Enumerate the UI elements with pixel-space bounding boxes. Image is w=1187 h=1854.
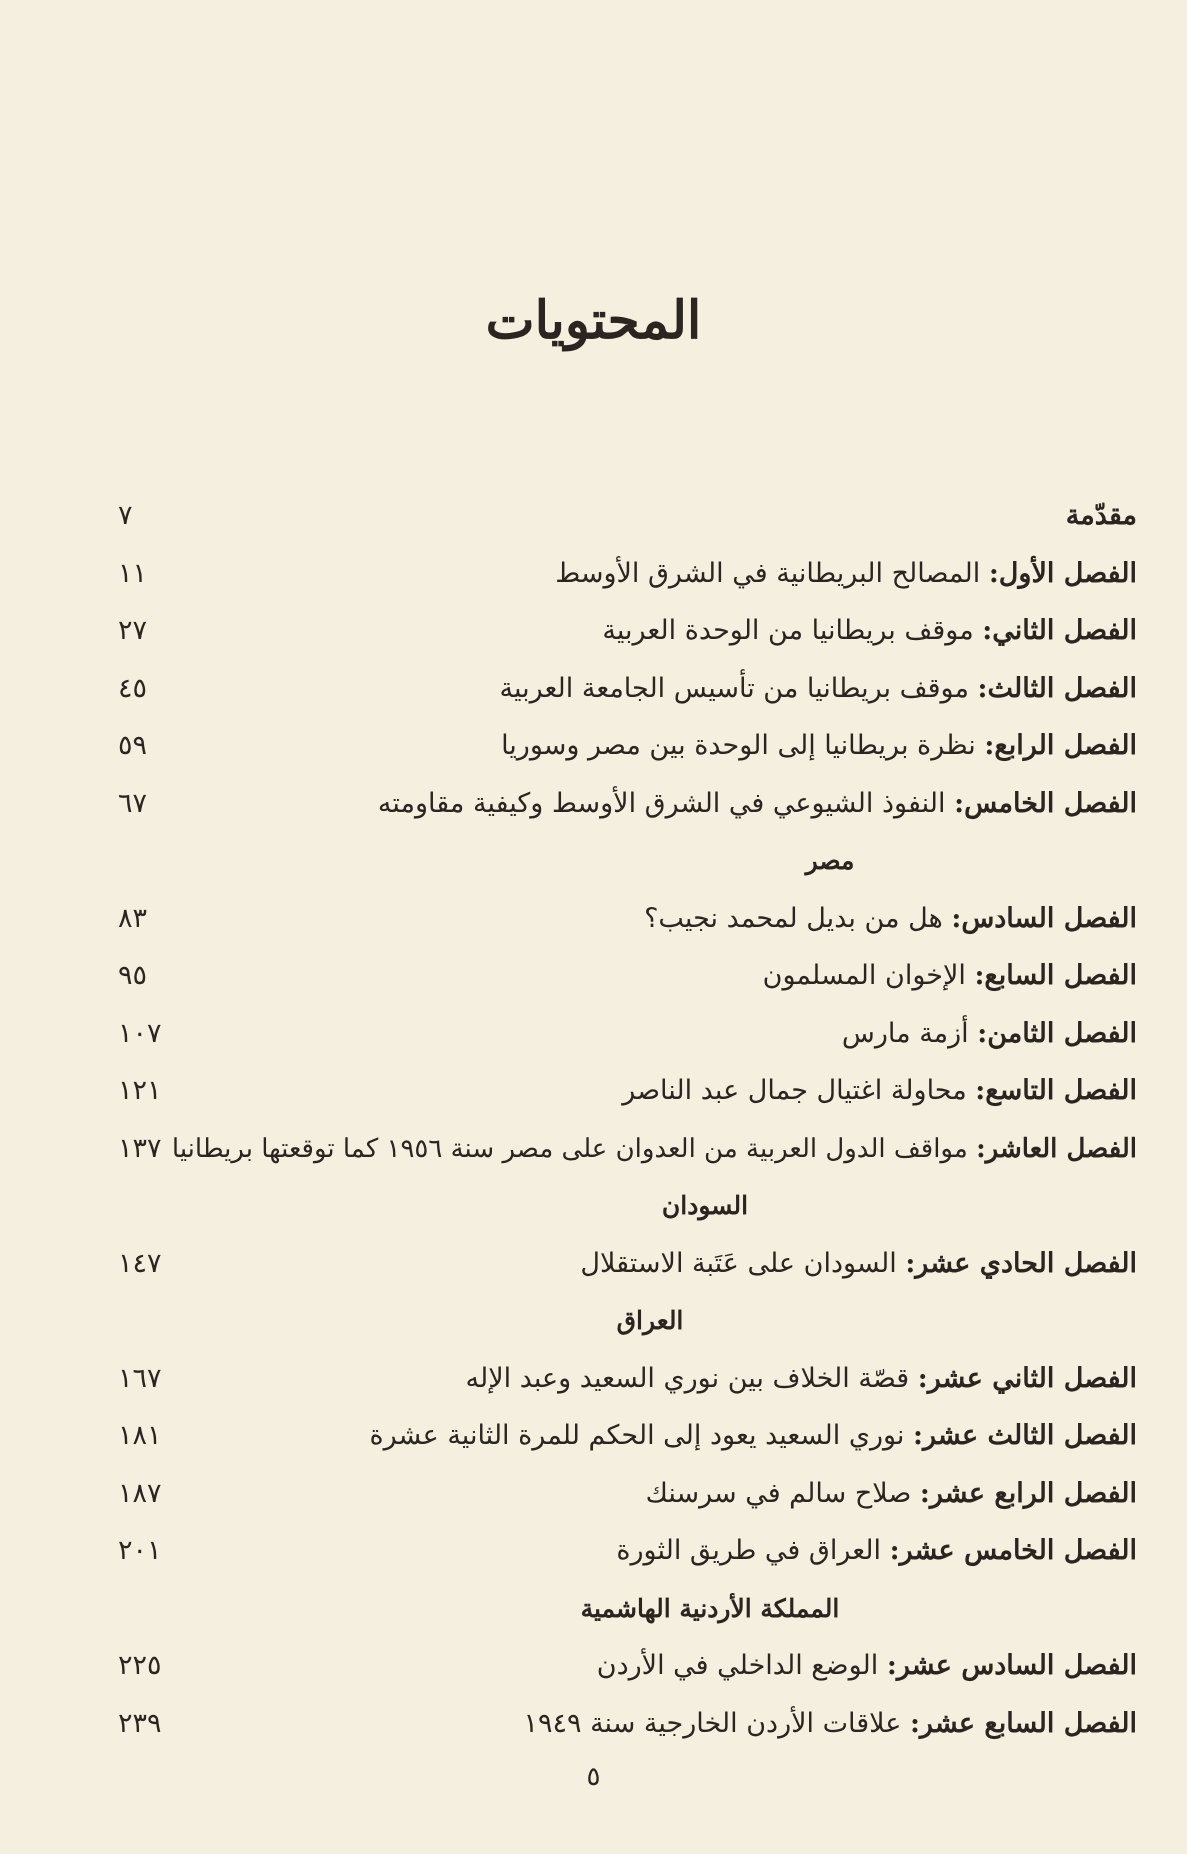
- chapter-label: الفصل الأول:: [988, 557, 1137, 589]
- chapter-label: الفصل السابع:: [974, 960, 1137, 991]
- toc-entry-title: [172, 1123, 1137, 1175]
- toc-entry[interactable]: [0, 1468, 1187, 1520]
- toc-entry-title: [1066, 490, 1137, 542]
- toc-entry[interactable]: [0, 893, 1187, 945]
- toc-entry-title: [370, 1410, 1138, 1462]
- toc-entry[interactable]: [0, 1525, 1187, 1577]
- page-title: المحتويات: [485, 290, 702, 351]
- chapter-title: نوري السعيد يعود إلى الحكم للمرة الثانية عشرة: [369, 1420, 905, 1451]
- toc-entry[interactable]: [0, 548, 1187, 600]
- toc-entry[interactable]: [0, 490, 1187, 542]
- page-ref: ٢٠١: [118, 1535, 162, 1566]
- toc-entry-title: [501, 720, 1137, 772]
- section-heading-row: [0, 1295, 1187, 1347]
- chapter-title: هل من بديل لمحمد نجيب؟: [644, 902, 943, 934]
- page-ref: ٥٩: [118, 730, 148, 761]
- toc-entry-title: [499, 663, 1137, 715]
- chapter-label: الفصل التاسع:: [975, 1075, 1137, 1106]
- chapter-label: الفصل الخامس:: [954, 787, 1137, 819]
- toc-entry[interactable]: [0, 950, 1187, 1002]
- toc-entry-title: [622, 1065, 1137, 1117]
- section-heading-row: [0, 835, 1187, 887]
- chapter-label: الفصل الثاني عشر:: [917, 1362, 1137, 1394]
- page-ref: ١٣٧: [118, 1132, 162, 1164]
- page-ref: ١٤٧: [118, 1247, 162, 1279]
- chapter-label: الفصل الرابع عشر:: [919, 1477, 1137, 1509]
- chapter-label: الفصل السابع عشر:: [909, 1707, 1137, 1739]
- chapter-label: الفصل السادس:: [951, 902, 1137, 934]
- chapter-title: موقف بريطانيا من تأسيس الجامعة العربية: [499, 672, 969, 704]
- section-heading-row: [0, 1583, 1187, 1635]
- chapter-title: مواقف الدول العربية من العدوان على مصر سنة ١٩٥٦ كما توقعتها بريطانيا: [171, 1133, 968, 1164]
- toc-entry-title: [602, 605, 1137, 657]
- page-ref: ١٦٧: [118, 1362, 162, 1394]
- page-ref: ٤٥: [118, 672, 148, 704]
- toc-entry[interactable]: [0, 1410, 1187, 1462]
- chapter-label: الفصل الخامس عشر:: [889, 1535, 1137, 1566]
- page-ref: ١٢١: [118, 1075, 162, 1106]
- page-ref: ١٨٧: [118, 1477, 162, 1509]
- chapter-label: الفصل العاشر:: [976, 1133, 1137, 1164]
- chapter-label: الفصل الحادي عشر:: [905, 1247, 1137, 1279]
- chapter-title: محاولة اغتيال جمال عبد الناصر: [622, 1075, 967, 1106]
- toc-entry-title: [580, 1238, 1137, 1290]
- toc-entry-title: [842, 1008, 1137, 1060]
- chapter-title: النفوذ الشيوعي في الشرق الأوسط وكيفية مقاومته: [377, 787, 946, 819]
- toc-entry-title: [555, 548, 1137, 600]
- toc-entry[interactable]: [0, 1123, 1187, 1175]
- toc-entry-title: [523, 1698, 1137, 1750]
- toc-entry[interactable]: [0, 1698, 1187, 1750]
- chapter-label: الفصل الثامن:: [977, 1017, 1137, 1049]
- toc-entry[interactable]: [0, 1008, 1187, 1060]
- toc-entry[interactable]: [0, 663, 1187, 715]
- toc-entry-title: [763, 950, 1137, 1002]
- toc-entry-title: [646, 1468, 1137, 1520]
- section-heading: مصر: [805, 846, 855, 875]
- chapter-title: موقف بريطانيا من الوحدة العربية: [602, 615, 974, 646]
- section-heading: السودان: [661, 1191, 749, 1220]
- toc-entry-title: [466, 1353, 1137, 1405]
- toc-entry[interactable]: [0, 1238, 1187, 1290]
- chapter-label: الفصل الثالث:: [977, 672, 1137, 704]
- page-ref: ٦٧: [118, 787, 148, 819]
- chapter-title: قصّة الخلاف بين نوري السعيد وعبد الإله: [465, 1362, 910, 1394]
- chapter-title: السودان على عَتَبة الاستقلال: [580, 1247, 897, 1279]
- chapter-label: الفصل الثاني:: [982, 615, 1137, 646]
- page-number: ٥: [586, 1762, 601, 1792]
- chapter-title: المصالح البريطانية في الشرق الأوسط: [555, 557, 981, 589]
- page-ref: ٨٣: [118, 902, 148, 934]
- section-heading-row: [0, 1180, 1187, 1232]
- page-ref: ٢٢٥: [118, 1650, 162, 1681]
- section-heading: العراق: [616, 1306, 684, 1335]
- toc-entry[interactable]: [0, 778, 1187, 830]
- page-ref: ٩٥: [118, 960, 148, 991]
- chapter-label: مقدّمة: [1065, 500, 1137, 531]
- toc-entry[interactable]: [0, 720, 1187, 772]
- chapter-label: الفصل الرابع:: [984, 730, 1137, 761]
- chapter-label: الفصل الثالث عشر:: [913, 1420, 1137, 1451]
- chapter-title: أزمة مارس: [841, 1017, 969, 1049]
- toc-entry[interactable]: [0, 605, 1187, 657]
- chapter-title: نظرة بريطانيا إلى الوحدة بين مصر وسوريا: [501, 730, 976, 761]
- toc-entry-title: [597, 1640, 1137, 1692]
- page-ref: ١٨١: [118, 1420, 162, 1451]
- chapter-title: علاقات الأردن الخارجية سنة ١٩٤٩: [523, 1707, 902, 1739]
- toc-entry[interactable]: [0, 1353, 1187, 1405]
- page-ref: ١٠٧: [118, 1017, 162, 1049]
- chapter-title: صلاح سالم في سرسنك: [645, 1477, 912, 1509]
- toc-entry-title: [378, 778, 1137, 830]
- section-heading: المملكة الأردنية الهاشمية: [580, 1593, 840, 1623]
- chapter-title: الإخوان المسلمون: [762, 960, 966, 991]
- page-ref: ١١: [118, 557, 148, 589]
- toc-entry-title: [644, 893, 1137, 945]
- chapter-title: الوضع الداخلي في الأردن: [596, 1650, 879, 1681]
- page-ref: ٢٧: [118, 615, 148, 646]
- chapter-title: العراق في طريق الثورة: [616, 1535, 882, 1566]
- toc-entry[interactable]: [0, 1640, 1187, 1692]
- chapter-label: الفصل السادس عشر:: [886, 1650, 1137, 1681]
- toc-entry-title: [616, 1525, 1137, 1577]
- page-ref: ٧: [118, 500, 133, 531]
- toc-entry[interactable]: [0, 1065, 1187, 1117]
- page-ref: ٢٣٩: [118, 1707, 162, 1739]
